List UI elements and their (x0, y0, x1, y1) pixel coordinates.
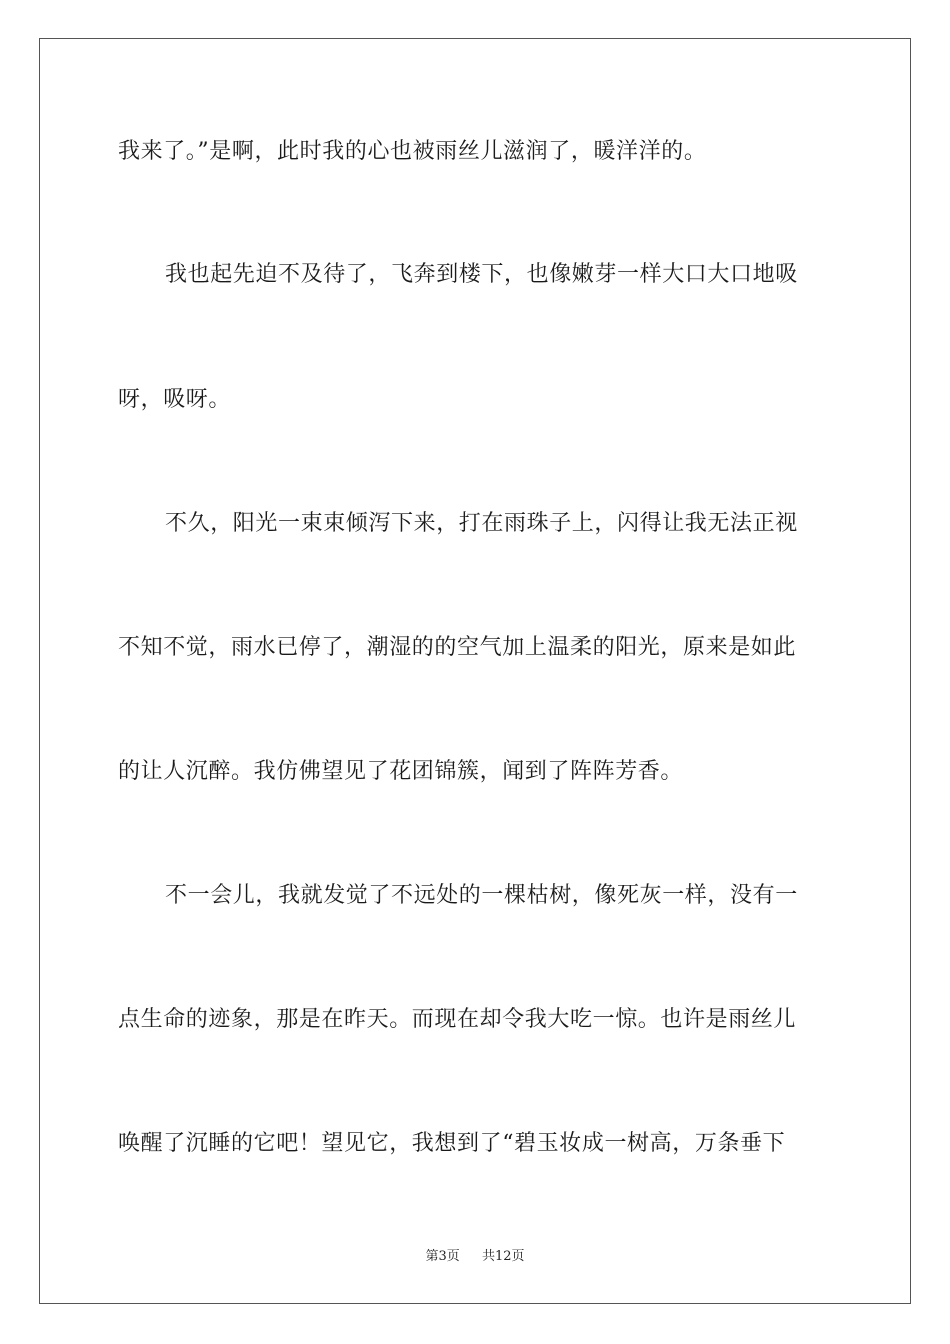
page-total: 共12页 (482, 1249, 525, 1264)
text-line-6: 的让人沉醉。我仿佛望见了花团锦簇，闻到了阵阵芳香。 (118, 759, 684, 784)
text-line-9: 唤醒了沉睡的它吧！望见它，我想到了“碧玉妆成一树高，万条垂下 (118, 1131, 786, 1156)
text-line-5: 不知不觉，雨水已停了，潮湿的的空气加上温柔的阳光，原来是如此 (118, 635, 797, 660)
text-line-2: 我也起先迫不及待了，飞奔到楼下，也像嫩芽一样大口大口地吸 (165, 262, 798, 287)
page-frame (39, 38, 911, 1304)
page-footer (0, 1248, 950, 1266)
text-line-8: 点生命的迹象，那是在昨天。而现在却令我大吃一惊。也许是雨丝儿 (118, 1007, 797, 1032)
page-number: 第3页 (425, 1249, 460, 1264)
text-line-1: 我来了。”是啊，此时我的心也被雨丝儿滋润了，暖洋洋的。 (118, 139, 707, 164)
text-line-4: 不久，阳光一束束倾泻下来，打在雨珠子上，闪得让我无法正视 (165, 511, 798, 536)
text-line-7: 不一会儿，我就发觉了不远处的一棵枯树，像死灰一样，没有一 (165, 883, 798, 908)
text-line-3: 呀，吸呀。 (118, 387, 232, 412)
